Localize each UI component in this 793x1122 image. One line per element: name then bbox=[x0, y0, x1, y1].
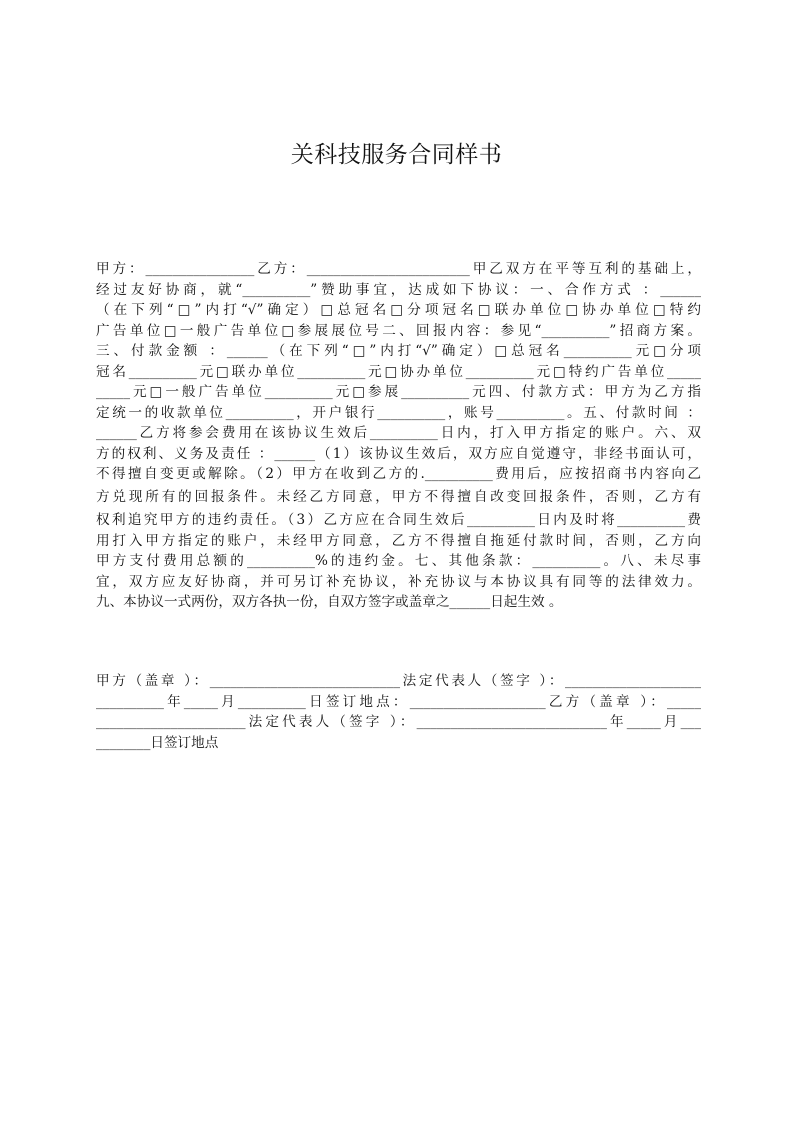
body-line-10: 方的权利、义务及责任 ：______（1）该协议生效后，双方应自觉遵守，非经书面认可， bbox=[96, 445, 701, 462]
signature-block bbox=[96, 671, 701, 753]
body-line-16: 宜，双方应友好协商，并可另订补充协议，补充协议与本协议具有同等的法律效力。 bbox=[96, 573, 701, 590]
body-line-11: 不得擅自变更或解除。（2）甲方在收到乙方的.__________费用后，应按招商书内容向乙 bbox=[96, 466, 701, 482]
body-line-3: （在下列“□”内打“√”确定）□总冠名□分项冠名□联办单位□协办单位□特约 bbox=[96, 302, 701, 318]
body-line-4: 广告单位□一般广告单位□参展展位号二、回报内容：参见“__________”招商方案。 bbox=[96, 322, 701, 339]
body-line-14: 用打入甲方指定的账户，未经甲方同意，乙方不得擅自拖延付款时间，否则，乙方向 bbox=[96, 532, 701, 549]
body-line-12: 方兑现所有的回报条件。未经乙方同意，甲方不得擅自改变回报条件，否则，乙方有 bbox=[96, 489, 701, 505]
body-line-7: _____元□一般广告单位__________元□参展__________元四、付款方式：甲方为乙方指 bbox=[96, 384, 701, 400]
body-line-9: ______乙方将参会费用在该协议生效后__________日内，打入甲方指定的账户。六、双 bbox=[96, 425, 701, 441]
body-line-1: 甲方：________________乙方：________________________甲乙双方在平等互利的基础上， bbox=[96, 261, 701, 277]
body-line-6: 冠名__________元□联办单位__________元□协办单位__________元□特约广告单位_____ bbox=[96, 363, 701, 380]
body-line-8: 定统一的收款单位__________，开户银行__________，账号__________。五、付款时间 ： bbox=[96, 404, 701, 421]
body-line-17: 九、本协议一式两份，双方各执一份，自双方签字或盖章之______日起生效 。 bbox=[96, 594, 563, 610]
body-line-15: 甲方支付费用总额的__________%的违约金。七、其他条款：__________。八、未尽事 bbox=[96, 553, 701, 569]
contract-body bbox=[96, 259, 701, 613]
sign-line-2: __________年_____月__________日签订地点：____________________乙方（盖章 ）：_____ bbox=[96, 693, 701, 710]
sign-line-1: 甲方（盖章 ）：____________________________法定代表人（签字 ）：____________________ bbox=[96, 673, 701, 689]
body-line-13: 权利追究甲方的违约责任。（3）乙方应在合同生效后__________日内及时将__________费 bbox=[96, 512, 701, 528]
document-title: 关科技服务合同样书 bbox=[290, 142, 503, 168]
body-line-2: 经过友好协商，就“__________”赞助事宜，达成如下协议：一、合作方式 ：______ bbox=[96, 281, 701, 298]
body-line-5: 三、付款金额 ：______（在下列“□”内打“√”确定）□总冠名__________元□分项 bbox=[96, 343, 701, 359]
sign-line-4: ________日签订地点 bbox=[96, 734, 219, 751]
sign-line-3: ______________________法定代表人（签字 ）：____________________________年_____月___ bbox=[96, 714, 701, 730]
